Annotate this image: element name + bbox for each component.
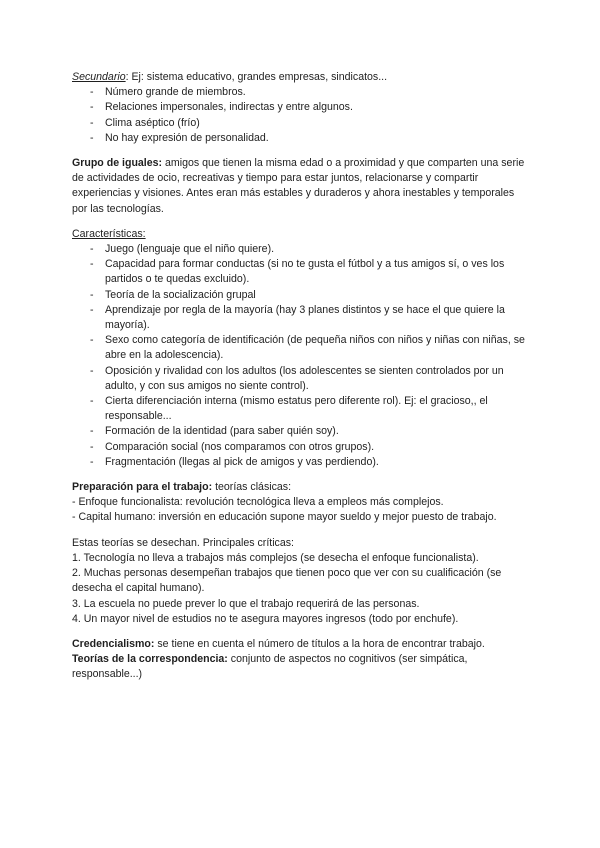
secundario-label: Secundario [72, 71, 126, 83]
caracteristicas-heading: Características: [72, 227, 146, 240]
list-item: - Cierta diferenciación interna (mismo estatus pero diferente rol). Ej: el gracioso,, el responsable... [72, 394, 530, 424]
list-item: - Clima aséptico (frío) [72, 116, 530, 131]
list-item: - Aprendizaje por regla de la mayoría (hay 3 planes distintos y se hace el que quiere la mayoría). [72, 303, 530, 333]
caracteristicas-list [72, 242, 530, 470]
list-item: - Formación de la identidad (para saber quién soy). [72, 424, 530, 439]
list-item: - Relaciones impersonales, indirectas y entre algunos. [72, 100, 530, 115]
preparacion-heading [72, 480, 530, 495]
list-item: - Teoría de la socialización grupal [72, 288, 530, 303]
preparacion-line: - Capital humano: inversión en educación supone mayor sueldo y mejor puesto de trabajo. [72, 511, 497, 524]
spacer [72, 627, 530, 637]
criticas-line: 2. Muchas personas desempeñan trabajos que tienen poco que ver con su cualificación (se desecha el capital humano). [72, 567, 502, 595]
grupo-iguales-label: Grupo de iguales: [72, 157, 163, 170]
criticas-line: 3. La escuela no puede prever lo que el trabajo requerirá de las personas. [72, 597, 420, 610]
list-item: - No hay expresión de personalidad. [72, 131, 530, 146]
secundario-paragraph [72, 70, 530, 85]
list-item: - Número grande de miembros. [72, 85, 530, 100]
list-item: - Oposición y rivalidad con los adultos (los adolescentes se sienten controlados por un adulto, y con sus amigos no siente control). [72, 364, 530, 394]
spacer [72, 146, 530, 156]
credencialismo-text: se tiene en cuenta el número de títulos a la hora de encontrar trabajo. [154, 637, 485, 650]
list-item: - Sexo como categoría de identificación (de pequeña niños con niños y niñas con niñas, se abre en la adolescencia). [72, 333, 530, 363]
grupo-iguales-text: amigos que tienen la misma edad o a proximidad y que comparten una serie de actividades de ocio, recreativas y tiempo para estar juntos, relacionarse y compartir experiencias y visiones. Antes eran más estables y duraderos y ahora inestables y temporales por las tecnologías. [72, 157, 525, 215]
criticas-intro: Estas teorías se desechan. Principales críticas: [72, 536, 294, 549]
list-item: - Juego (lenguaje que el niño quiere). [72, 242, 530, 257]
spacer [72, 526, 530, 536]
preparacion-text: teorías clásicas: [212, 481, 292, 494]
credencialismo-paragraph [72, 637, 530, 652]
preparacion-line: - Enfoque funcionalista: revolución tecnológica lleva a empleos más complejos. [72, 496, 444, 509]
spacer [72, 217, 530, 227]
criticas-line: 4. Un mayor nivel de estudios no te asegura mayores ingresos (todo por enchufe). [72, 612, 459, 625]
grupo-iguales-paragraph [72, 156, 530, 217]
secundario-text: : Ej: sistema educativo, grandes empresas, sindicatos... [125, 71, 388, 83]
secundario-list [72, 85, 530, 146]
criticas-line: 1. Tecnología no lleva a trabajos más complejos (se desecha el enfoque funcionalista). [72, 551, 479, 564]
spacer [72, 470, 530, 480]
list-item: - Comparación social (nos comparamos con otros grupos). [72, 440, 530, 455]
list-item: - Fragmentación (llegas al pick de amigos y vas perdiendo). [72, 455, 530, 470]
correspondencia-paragraph [72, 652, 530, 682]
correspondencia-label: Teorías de la correspondencia: [72, 653, 228, 666]
list-item: - Capacidad para formar conductas (si no te gusta el fútbol y a tus amigos sí, o ves los partidos o te quedas excluido). [72, 257, 530, 287]
correspondencia-text: conjunto de aspectos no cognitivos (ser simpática, responsable...) [72, 653, 468, 681]
credencialismo-label: Credencialismo: [72, 637, 155, 650]
preparacion-label: Preparación para el trabajo: [72, 481, 213, 494]
